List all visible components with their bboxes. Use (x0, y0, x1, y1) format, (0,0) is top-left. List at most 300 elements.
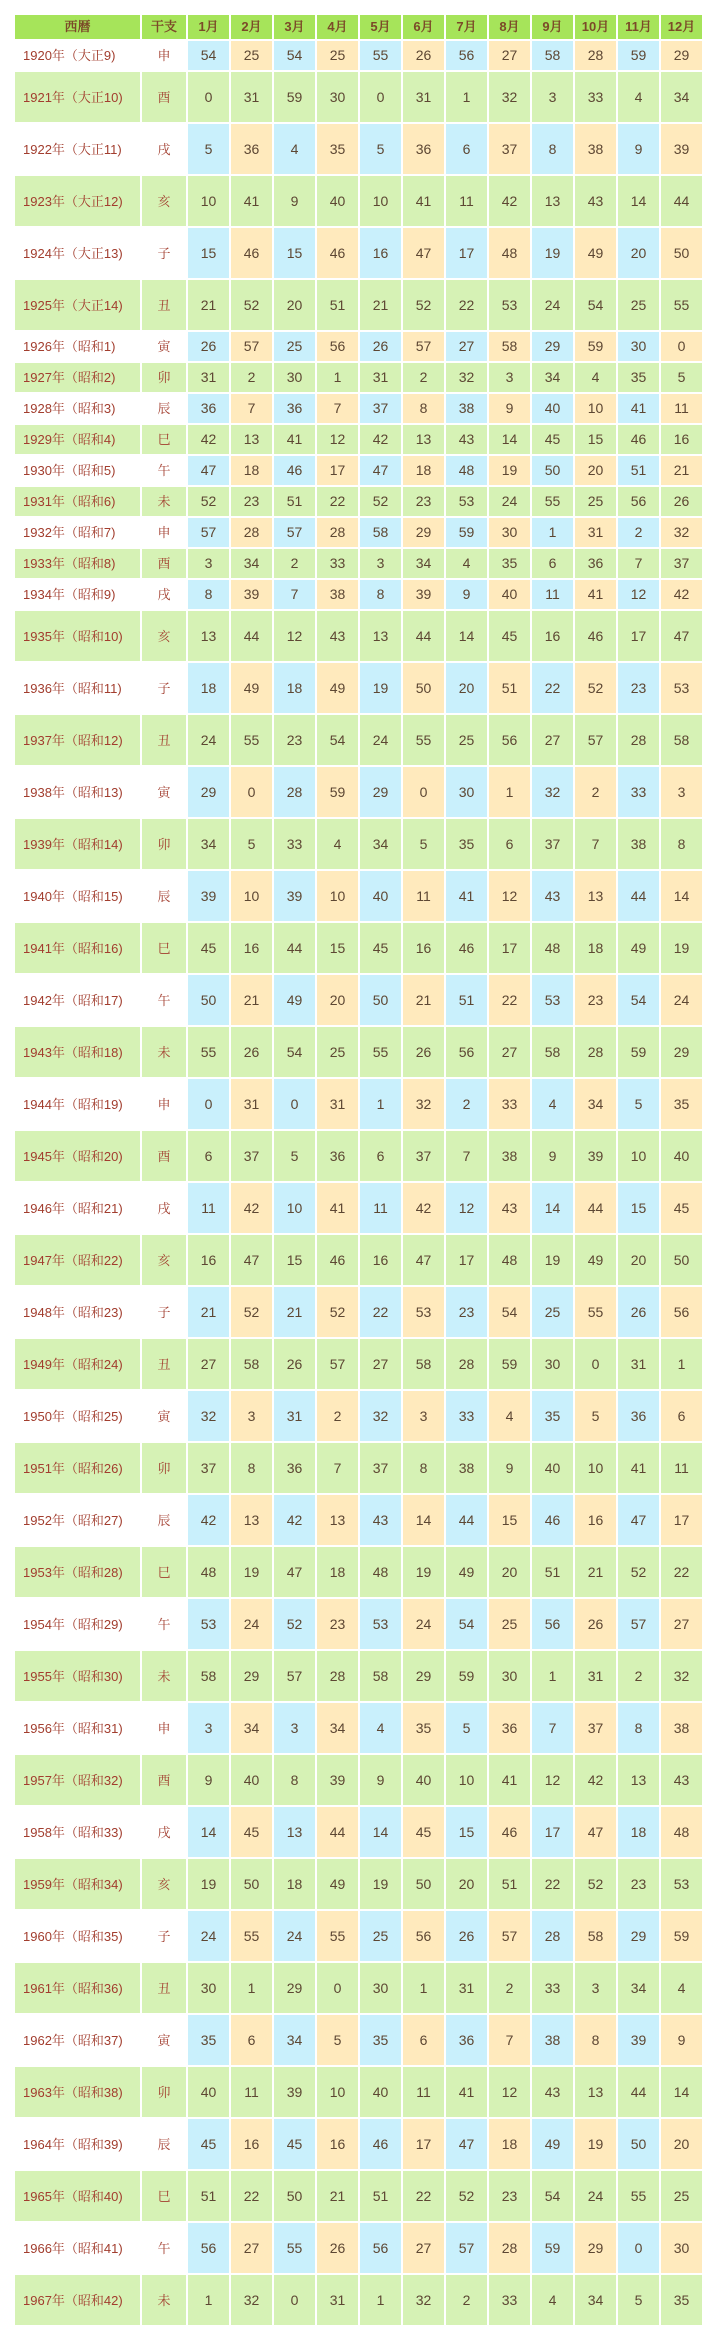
month-value-cell: 11 (661, 394, 702, 423)
month-value-cell: 52 (317, 1287, 358, 1337)
month-value-cell: 51 (446, 975, 487, 1025)
month-value-cell: 33 (274, 819, 315, 869)
year-cell: 1937年（昭和12) (15, 715, 140, 765)
month-value-cell: 30 (188, 1963, 229, 2013)
month-value-cell: 51 (188, 2171, 229, 2221)
month-value-cell: 55 (231, 715, 272, 765)
column-header-month-4: 4月 (317, 15, 358, 39)
month-value-cell: 28 (575, 1027, 616, 1077)
month-value-cell: 56 (532, 1599, 573, 1649)
table-row (15, 176, 702, 226)
month-value-cell: 13 (575, 2067, 616, 2117)
month-value-cell: 31 (575, 1651, 616, 1701)
table-row (15, 611, 702, 661)
year-cell: 1960年（昭和35) (23, 1928, 123, 1944)
month-value-cell: 18 (274, 663, 315, 713)
month-value-cell: 0 (661, 332, 702, 361)
year-cell: 1934年（昭和9) (23, 587, 116, 602)
month-value-cell: 44 (231, 611, 272, 661)
month-value-cell: 34 (231, 1703, 272, 1753)
month-value-cell: 49 (274, 975, 315, 1025)
month-value-cell: 20 (446, 1859, 487, 1909)
month-value-cell: 0 (360, 72, 401, 122)
month-value-cell: 49 (231, 663, 272, 713)
month-value-cell: 3 (575, 1963, 616, 2013)
table-row (15, 715, 702, 765)
month-value-cell: 20 (446, 663, 487, 713)
column-header-month-12: 12月 (661, 15, 702, 39)
year-cell: 1957年（昭和32) (15, 1755, 140, 1805)
month-value-cell: 26 (360, 332, 401, 361)
month-value-cell: 14 (403, 1495, 444, 1545)
month-value-cell: 5 (231, 819, 272, 869)
month-value-cell: 1 (188, 2275, 229, 2325)
month-value-cell: 41 (446, 2067, 487, 2117)
month-value-cell: 20 (618, 1235, 659, 1285)
month-value-cell: 19 (532, 1235, 573, 1285)
month-value-cell: 56 (446, 41, 487, 70)
eto-cell: 戌 (157, 587, 171, 602)
month-value-cell: 37 (360, 394, 401, 423)
month-value-cell: 35 (446, 819, 487, 869)
month-value-cell: 33 (618, 767, 659, 817)
month-value-cell: 36 (575, 549, 616, 578)
table-row (15, 549, 702, 578)
month-value-cell: 59 (274, 72, 315, 122)
month-value-cell: 26 (661, 487, 702, 516)
eto-cell: 戌 (157, 1824, 171, 1840)
month-value-cell: 0 (618, 2223, 659, 2273)
month-value-cell: 29 (575, 2223, 616, 2273)
year-cell: 1943年（昭和18) (15, 1027, 140, 1077)
month-value-cell: 40 (231, 1755, 272, 1805)
month-value-cell: 51 (618, 456, 659, 485)
month-value-cell: 28 (575, 41, 616, 70)
month-value-cell: 22 (446, 280, 487, 330)
month-value-cell: 45 (188, 2119, 229, 2169)
month-value-cell: 30 (618, 332, 659, 361)
month-value-cell: 50 (532, 456, 573, 485)
month-value-cell: 15 (317, 923, 358, 973)
month-value-cell: 40 (403, 1755, 444, 1805)
table-row (15, 975, 702, 1025)
year-cell: 1929年（昭和4) (15, 425, 140, 454)
month-value-cell: 36 (274, 1443, 315, 1493)
month-value-cell: 22 (661, 1547, 702, 1597)
month-value-cell: 35 (317, 124, 358, 174)
table-row (15, 1547, 702, 1597)
month-value-cell: 59 (618, 1027, 659, 1077)
month-value-cell: 0 (575, 1339, 616, 1389)
month-value-cell: 43 (532, 2067, 573, 2117)
month-value-cell: 39 (317, 1755, 358, 1805)
month-value-cell: 40 (360, 2067, 401, 2117)
month-value-cell: 9 (188, 1755, 229, 1805)
month-value-cell: 51 (317, 280, 358, 330)
month-value-cell: 10 (274, 1183, 315, 1233)
table-row (15, 2171, 702, 2221)
month-value-cell: 44 (317, 1807, 358, 1857)
month-value-cell: 28 (274, 767, 315, 817)
month-value-cell: 15 (188, 228, 229, 278)
month-value-cell: 6 (360, 1131, 401, 1181)
month-value-cell: 12 (489, 2067, 530, 2117)
month-value-cell: 3 (489, 363, 530, 392)
month-value-cell: 33 (489, 2275, 530, 2325)
month-value-cell: 46 (360, 2119, 401, 2169)
month-value-cell: 29 (661, 41, 702, 70)
column-header-month-1: 1月 (188, 15, 229, 39)
month-value-cell: 39 (661, 124, 702, 174)
month-value-cell: 34 (317, 1703, 358, 1753)
eto-cell: 辰 (157, 1512, 171, 1528)
month-value-cell: 6 (661, 1391, 702, 1441)
month-value-cell: 34 (618, 1963, 659, 2013)
month-value-cell: 55 (360, 41, 401, 70)
month-value-cell: 21 (188, 280, 229, 330)
month-value-cell: 31 (231, 1079, 272, 1129)
month-value-cell: 24 (188, 715, 229, 765)
month-value-cell: 10 (360, 176, 401, 226)
month-value-cell: 37 (360, 1443, 401, 1493)
month-value-cell: 3 (360, 549, 401, 578)
month-value-cell: 38 (446, 1443, 487, 1493)
month-value-cell: 10 (618, 1131, 659, 1181)
month-value-cell: 13 (231, 425, 272, 454)
month-value-cell: 15 (446, 1807, 487, 1857)
month-value-cell: 34 (532, 363, 573, 392)
table-row (15, 871, 702, 921)
month-value-cell: 38 (575, 124, 616, 174)
eto-cell: 酉 (142, 72, 186, 122)
month-value-cell: 13 (231, 1495, 272, 1545)
month-value-cell: 11 (661, 1443, 702, 1493)
month-value-cell: 11 (231, 2067, 272, 2117)
month-value-cell: 40 (317, 176, 358, 226)
month-value-cell: 50 (360, 975, 401, 1025)
month-value-cell: 1 (532, 1651, 573, 1701)
month-value-cell: 14 (360, 1807, 401, 1857)
year-cell: 1966年（昭和41) (23, 2240, 123, 2256)
month-value-cell: 48 (532, 923, 573, 973)
month-value-cell: 29 (618, 1911, 659, 1961)
month-value-cell: 1 (360, 1079, 401, 1129)
table-row (15, 1703, 702, 1753)
month-value-cell: 5 (403, 819, 444, 869)
month-value-cell: 27 (489, 1027, 530, 1077)
month-value-cell: 54 (532, 2171, 573, 2221)
year-cell: 1958年（昭和33) (23, 1824, 123, 1840)
month-value-cell: 20 (661, 2119, 702, 2169)
year-cell: 1935年（昭和10) (15, 611, 140, 661)
month-value-cell: 54 (317, 715, 358, 765)
month-value-cell: 43 (489, 1183, 530, 1233)
table-row (15, 819, 702, 869)
month-value-cell: 9 (618, 124, 659, 174)
month-value-cell: 27 (661, 1599, 702, 1649)
month-value-cell: 17 (618, 611, 659, 661)
month-value-cell: 51 (360, 2171, 401, 2221)
month-value-cell: 7 (532, 1703, 573, 1753)
month-value-cell: 50 (403, 663, 444, 713)
month-value-cell: 40 (661, 1131, 702, 1181)
month-value-cell: 44 (575, 1183, 616, 1233)
month-value-cell: 18 (274, 1859, 315, 1909)
year-cell: 1926年（昭和1) (23, 339, 116, 354)
month-value-cell: 16 (231, 2119, 272, 2169)
eto-cell: 子 (157, 1304, 171, 1320)
month-value-cell: 20 (274, 280, 315, 330)
month-value-cell: 9 (446, 580, 487, 609)
year-cell: 1950年（昭和25) (23, 1408, 123, 1424)
month-value-cell: 30 (274, 363, 315, 392)
month-value-cell: 13 (532, 176, 573, 226)
year-cell: 1928年（昭和3) (23, 401, 116, 416)
month-value-cell: 19 (403, 1547, 444, 1597)
month-value-cell: 41 (446, 871, 487, 921)
table-row (15, 1599, 702, 1649)
month-value-cell: 11 (446, 176, 487, 226)
month-value-cell: 5 (618, 1079, 659, 1129)
month-value-cell: 16 (360, 228, 401, 278)
month-value-cell: 53 (188, 1599, 229, 1649)
month-value-cell: 7 (575, 819, 616, 869)
month-value-cell: 10 (317, 871, 358, 921)
eto-cell: 戌 (157, 141, 171, 157)
month-value-cell: 39 (274, 2067, 315, 2117)
month-value-cell: 47 (188, 456, 229, 485)
month-value-cell: 32 (489, 72, 530, 122)
month-value-cell: 25 (446, 715, 487, 765)
month-value-cell: 42 (188, 1495, 229, 1545)
month-value-cell: 48 (489, 228, 530, 278)
month-value-cell: 47 (575, 1807, 616, 1857)
month-value-cell: 8 (403, 1443, 444, 1493)
month-value-cell: 33 (489, 1079, 530, 1129)
month-value-cell: 17 (317, 456, 358, 485)
month-value-cell: 48 (446, 456, 487, 485)
month-value-cell: 39 (188, 871, 229, 921)
month-value-cell: 57 (446, 2223, 487, 2273)
month-value-cell: 58 (360, 518, 401, 547)
month-value-cell: 5 (274, 1131, 315, 1181)
eto-cell: 丑 (142, 280, 186, 330)
month-value-cell: 51 (532, 1547, 573, 1597)
month-value-cell: 37 (575, 1703, 616, 1753)
month-value-cell: 34 (575, 1079, 616, 1129)
year-cell: 1964年（昭和39) (23, 2136, 123, 2152)
eto-cell: 亥 (142, 176, 186, 226)
month-value-cell: 37 (231, 1131, 272, 1181)
month-value-cell: 19 (188, 1859, 229, 1909)
year-cell: 1942年（昭和17) (23, 992, 123, 1008)
month-value-cell: 35 (661, 1079, 702, 1129)
month-value-cell: 15 (618, 1183, 659, 1233)
month-value-cell: 35 (618, 363, 659, 392)
month-value-cell: 30 (661, 2223, 702, 2273)
month-value-cell: 46 (575, 611, 616, 661)
month-value-cell: 39 (403, 580, 444, 609)
month-value-cell: 23 (618, 663, 659, 713)
month-value-cell: 39 (274, 871, 315, 921)
year-cell: 1938年（昭和13) (23, 784, 123, 800)
month-value-cell: 56 (446, 1027, 487, 1077)
month-value-cell: 57 (274, 518, 315, 547)
month-value-cell: 9 (489, 394, 530, 423)
month-value-cell: 7 (489, 2015, 530, 2065)
month-value-cell: 56 (317, 332, 358, 361)
month-value-cell: 41 (317, 1183, 358, 1233)
eto-cell: 辰 (157, 401, 171, 416)
month-value-cell: 3 (403, 1391, 444, 1441)
month-value-cell: 57 (618, 1599, 659, 1649)
month-value-cell: 5 (360, 124, 401, 174)
month-value-cell: 28 (532, 1911, 573, 1961)
year-cell: 1944年（昭和19) (23, 1096, 123, 1112)
month-value-cell: 16 (403, 923, 444, 973)
month-value-cell: 2 (317, 1391, 358, 1441)
eto-cell: 巳 (142, 923, 186, 973)
year-cell: 1946年（昭和21) (23, 1200, 123, 1216)
month-value-cell: 53 (661, 663, 702, 713)
month-value-cell: 59 (575, 332, 616, 361)
month-value-cell: 12 (489, 871, 530, 921)
month-value-cell: 49 (618, 923, 659, 973)
month-value-cell: 44 (661, 176, 702, 226)
eto-cell: 申 (157, 525, 171, 540)
month-value-cell: 21 (188, 1287, 229, 1337)
month-value-cell: 4 (360, 1703, 401, 1753)
month-value-cell: 32 (360, 1391, 401, 1441)
year-cell: 1951年（昭和26) (15, 1443, 140, 1493)
month-value-cell: 27 (403, 2223, 444, 2273)
month-value-cell: 13 (403, 425, 444, 454)
month-value-cell: 45 (532, 425, 573, 454)
month-value-cell: 40 (360, 871, 401, 921)
month-value-cell: 0 (274, 2275, 315, 2325)
month-value-cell: 36 (446, 2015, 487, 2065)
year-cell: 1921年（大正10) (15, 72, 140, 122)
month-value-cell: 44 (446, 1495, 487, 1545)
month-value-cell: 53 (489, 280, 530, 330)
month-value-cell: 3 (188, 549, 229, 578)
table-row (15, 1911, 702, 1961)
month-value-cell: 18 (317, 1547, 358, 1597)
month-value-cell: 6 (489, 819, 530, 869)
month-value-cell: 49 (317, 1859, 358, 1909)
month-value-cell: 22 (360, 1287, 401, 1337)
year-cell: 1961年（昭和36) (15, 1963, 140, 2013)
table-row (15, 2067, 702, 2117)
month-value-cell: 35 (661, 2275, 702, 2325)
month-value-cell: 42 (231, 1183, 272, 1233)
month-value-cell: 54 (446, 1599, 487, 1649)
month-value-cell: 33 (575, 72, 616, 122)
column-header-month-3: 3月 (274, 15, 315, 39)
month-value-cell: 12 (446, 1183, 487, 1233)
month-value-cell: 38 (489, 1131, 530, 1181)
eto-cell: 午 (157, 2240, 171, 2256)
month-value-cell: 32 (532, 767, 573, 817)
month-value-cell: 41 (403, 176, 444, 226)
month-value-cell: 23 (618, 1859, 659, 1909)
month-value-cell: 58 (489, 332, 530, 361)
year-cell: 1949年（昭和24) (15, 1339, 140, 1389)
month-value-cell: 41 (231, 176, 272, 226)
year-cell: 1936年（昭和11) (23, 680, 122, 696)
month-value-cell: 37 (532, 819, 573, 869)
month-value-cell: 50 (618, 2119, 659, 2169)
month-value-cell: 4 (317, 819, 358, 869)
year-cell: 1952年（昭和27) (23, 1512, 123, 1528)
month-value-cell: 8 (231, 1443, 272, 1493)
eto-cell: 卯 (142, 1443, 186, 1493)
eto-cell: 丑 (142, 715, 186, 765)
month-value-cell: 24 (274, 1911, 315, 1961)
table-row (15, 1391, 702, 1441)
month-value-cell: 42 (188, 425, 229, 454)
month-value-cell: 32 (661, 518, 702, 547)
table-row (15, 487, 702, 516)
year-cell: 1963年（昭和38) (15, 2067, 140, 2117)
month-value-cell: 16 (231, 923, 272, 973)
month-value-cell: 21 (274, 1287, 315, 1337)
month-value-cell: 26 (618, 1287, 659, 1337)
month-value-cell: 31 (188, 363, 229, 392)
year-cell: 1930年（昭和5) (23, 463, 116, 478)
table-row (15, 363, 702, 392)
month-value-cell: 49 (575, 1235, 616, 1285)
month-value-cell: 56 (188, 2223, 229, 2273)
eto-cell: 巳 (142, 1547, 186, 1597)
month-value-cell: 55 (575, 1287, 616, 1337)
month-value-cell: 38 (532, 2015, 573, 2065)
month-value-cell: 16 (188, 1235, 229, 1285)
month-value-cell: 58 (231, 1339, 272, 1389)
month-value-cell: 58 (360, 1651, 401, 1701)
month-value-cell: 31 (403, 72, 444, 122)
month-value-cell: 54 (618, 975, 659, 1025)
month-value-cell: 29 (403, 518, 444, 547)
eto-cell: 亥 (142, 1859, 186, 1909)
year-cell: 1922年（大正11) (23, 141, 122, 157)
month-value-cell: 50 (188, 975, 229, 1025)
column-header-month-9: 9月 (532, 15, 573, 39)
month-value-cell: 30 (532, 1339, 573, 1389)
year-cell: 1955年（昭和30) (15, 1651, 140, 1701)
month-value-cell: 49 (446, 1547, 487, 1597)
month-value-cell: 23 (446, 1287, 487, 1337)
month-value-cell: 53 (360, 1599, 401, 1649)
table-row (15, 41, 702, 70)
month-value-cell: 50 (274, 2171, 315, 2221)
eto-cell: 子 (157, 245, 171, 261)
month-value-cell: 56 (403, 1911, 444, 1961)
month-value-cell: 22 (489, 975, 530, 1025)
eto-cell: 丑 (142, 1963, 186, 2013)
month-value-cell: 9 (489, 1443, 530, 1493)
eto-cell: 午 (157, 1616, 171, 1632)
month-value-cell: 30 (489, 518, 530, 547)
month-value-cell: 0 (403, 767, 444, 817)
month-value-cell: 20 (317, 975, 358, 1025)
month-value-cell: 50 (661, 1235, 702, 1285)
table-row (15, 1027, 702, 1077)
table-row (15, 1183, 702, 1233)
eto-cell: 酉 (142, 1131, 186, 1181)
month-value-cell: 58 (661, 715, 702, 765)
year-cell: 1947年（昭和22) (15, 1235, 140, 1285)
